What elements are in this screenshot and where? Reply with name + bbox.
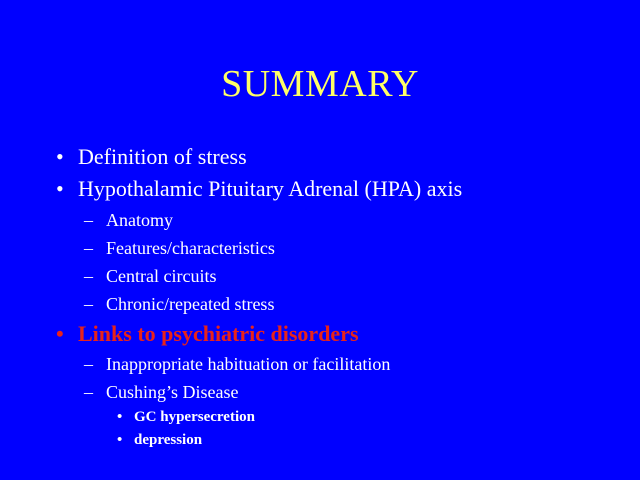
bullet-hpa-axis [56, 175, 463, 203]
dash-marker: – [84, 354, 93, 374]
subsubitem-depression [117, 430, 203, 450]
subitem-anatomy [84, 208, 173, 232]
dash-marker: – [84, 294, 93, 314]
bullet-text: Definition of stress [78, 144, 247, 169]
subitem-text: Cushing’s Disease [106, 382, 239, 402]
subitem-central-circuits [84, 264, 217, 288]
slide-title: SUMMARY [221, 63, 419, 105]
subitem-text: Inappropriate habituation or facilitation [106, 354, 391, 374]
subsubitem-text: GC hypersecretion [134, 409, 255, 425]
bullet-marker: • [56, 321, 64, 346]
subsubitem-gc-hypersecretion [117, 407, 255, 427]
subitem-text: Anatomy [106, 210, 173, 230]
dash-marker: – [84, 238, 93, 258]
subitem-text: Features/characteristics [106, 238, 275, 258]
subsubitem-text: depression [134, 432, 203, 448]
subitem-text: Central circuits [106, 266, 217, 286]
dash-marker: – [84, 210, 93, 230]
bullet-links-psychiatric [56, 320, 359, 348]
subitem-text: Chronic/repeated stress [106, 294, 275, 314]
subitem-habituation [84, 352, 391, 376]
bullet-text: Hypothalamic Pituitary Adrenal (HPA) axis [78, 176, 463, 201]
subitem-cushings [84, 380, 239, 404]
bullet-marker: • [56, 176, 64, 201]
dash-marker: – [84, 266, 93, 286]
bullet-definition-of-stress [56, 143, 247, 171]
subitem-chronic-stress [84, 292, 275, 316]
bullet-text: Links to psychiatric disorders [78, 321, 359, 346]
dash-marker: – [84, 382, 93, 402]
subitem-features [84, 236, 275, 260]
bullet-marker: • [56, 144, 64, 169]
small-bullet-marker: • [117, 432, 123, 448]
small-bullet-marker: • [117, 409, 123, 425]
